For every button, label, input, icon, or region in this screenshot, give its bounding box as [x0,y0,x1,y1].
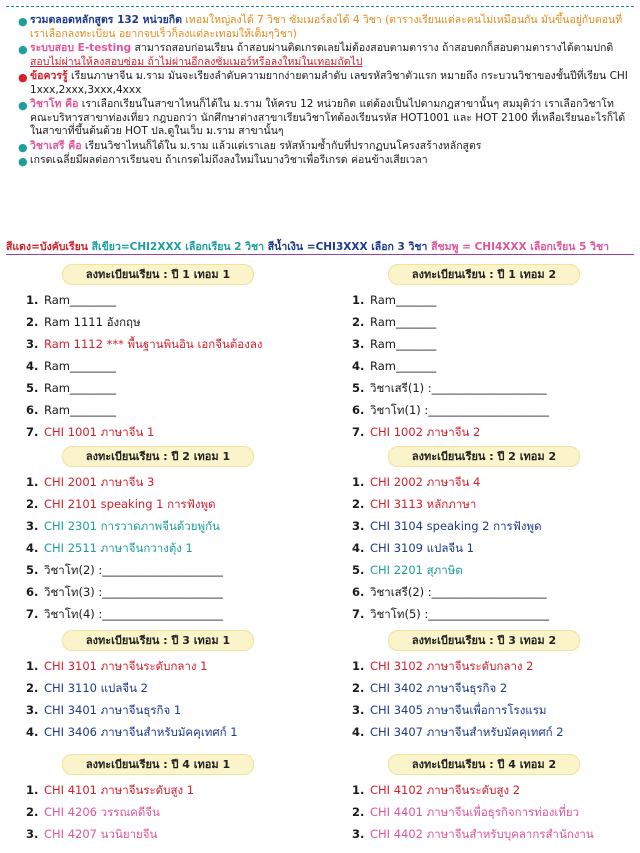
course-item [26,333,308,355]
legend-entry: สีแดง=บังคับเรียน [6,241,88,253]
course-item [352,333,634,355]
course-item [352,311,634,333]
course-list [8,655,308,743]
course-list [334,289,634,443]
course-name: Ram________ [44,293,116,307]
course-name: Ram 1112 *** พื้นฐานพินอิน เอกจีนต้องลง [44,337,263,351]
note-text: สอบไม่ผ่านให้ลงสอบซ่อม ถ้าไม่ผ่านอีกลงซัมเมอร์หรือลงใหม่ในเทอมถัดไป [30,55,363,68]
course-number: 3. [352,337,365,351]
note-text: รวมตลอดหลักสูตร 132 หน่วยกิต [30,14,182,26]
course-name: Ram_______ [370,359,437,373]
course-name: CHI 2002 ภาษาจีน 4 [370,475,481,489]
course-number: 3. [26,827,39,841]
course-number: 1. [352,293,365,307]
course-name: CHI 4401 ภาษาจีนเพื่อธุรกิจการท่องเที่ยว [370,805,580,819]
semester-y4t1 [8,754,308,845]
course-list [334,471,634,625]
course-item [26,699,308,721]
course-name: CHI 4206 วรรณคดีจีน [44,805,160,819]
course-name: วิชาโท(4) :_____________________ [44,607,224,621]
course-name: CHI 1001 ภาษาจีน 1 [44,425,155,439]
course-item [352,677,634,699]
course-name: CHI 4102 ภาษาจีนระดับสูง 2 [370,783,521,797]
course-number: 1. [26,659,39,673]
course-number: 5. [26,563,39,577]
course-number: 2. [26,315,39,329]
note-text: เรียนวิชาไหนก็ได้ใน ม.ราม แล้วแต่เราเลย รหัสห้ามซ้ำกับที่ปรากฏบนโครงสร้างหลักสูตร [81,139,482,152]
course-name: CHI 3110 แปลจีน 2 [44,681,148,695]
course-name: วิชาโท(3) :_____________________ [44,585,224,599]
course-number: 6. [26,403,39,417]
course-name: Ram_______ [370,293,437,307]
course-item [26,493,308,515]
top-divider [6,6,634,7]
course-number: 1. [352,783,365,797]
course-name: CHI 2511 ภาษาจีนกวางตุ้ง 1 [44,541,193,555]
notes-section [14,14,632,169]
bullet-icon: ● [18,99,28,112]
course-number: 7. [352,425,365,439]
semester-title: ลงทะเบียนเรียน : ปี 3 เทอม 2 [388,630,580,651]
course-item [352,377,634,399]
semester-y3t2 [334,630,634,743]
course-item [26,399,308,421]
course-item [352,603,634,625]
course-item [352,537,634,559]
course-item [26,559,308,581]
semester-y2t1 [8,446,308,625]
course-number: 4. [352,359,365,373]
course-number: 3. [26,337,39,351]
course-name: CHI 3401 ภาษาจีนธุรกิจ 1 [44,703,182,717]
course-name: CHI 3407 ภาษาจีนสำหรับมัคคุเทศก์ 2 [370,725,564,739]
semester-title: ลงทะเบียนเรียน : ปี 1 เทอม 2 [388,264,580,285]
course-number: 2. [352,315,365,329]
course-item [26,355,308,377]
course-number: 4. [352,725,365,739]
course-item [352,655,634,677]
course-name: Ram________ [44,403,116,417]
course-item [26,779,308,801]
legend-entry: สีน้ำเงิน =CHI3XXX เลือก 3 วิชา [264,241,428,253]
course-number: 1. [352,475,365,489]
course-item [352,399,634,421]
bullet-icon: ● [18,155,28,168]
course-list [334,779,634,845]
course-number: 4. [26,725,39,739]
course-name: CHI 2001 ภาษาจีน 3 [44,475,155,489]
note-text: เรียนภาษาจีน ม.ราม มันจะเรียงลำดับความยากง่ายตามลำดับ เลขรหัสวิชาตัวแรก หมายถึง กระบวนวิชาของชั้นปีที่เรียน CHI 1xxx,2xxx,3xxx,4xxx [30,70,628,96]
semester-y1t2 [334,264,634,443]
note-item [14,14,632,41]
color-legend [6,238,636,255]
legend-entry: สีเขียว=CHI2XXX เลือกเรียน 2 วิชา [87,241,265,253]
course-item [26,603,308,625]
course-item [352,823,634,845]
note-text: เราเลือกเรียนในสาขาไหนก็ได้ใน ม.ราม ให้ครบ 12 หน่วยกิต แต่ต้องเป็นไปตามกฎสาขานั้นๆ สมมุติว่า เราเลือกวิชาโท คณะบริหารสาขาท่องเที่ยว กฎบอกว่า นักศึกษาต่างสาขาเรียนวิชาโทต้องเรียนรหัส HOT1001 และ HOT 2100 ที่เหลือเรียนอะไรก็ได้ในสาขาที่ขึ้นต้นด้วย HOT ปล.ดูในเว็บ ม.ราม สาขานั้นๆ [30,98,626,137]
semester-title: ลงทะเบียนเรียน : ปี 1 เทอม 1 [62,264,254,285]
course-item [352,355,634,377]
course-number: 1. [26,475,39,489]
course-item [352,581,634,603]
course-name: CHI 3406 ภาษาจีนสำหรับมัคคุเทศก์ 1 [44,725,238,739]
course-number: 2. [352,497,365,511]
course-item [26,537,308,559]
course-item [352,699,634,721]
legend-underline [6,254,634,255]
course-item [352,493,634,515]
note-text: ระบบสอบ E-testing [30,42,132,54]
course-name: วิชาเสรี(1) :____________________ [370,381,547,395]
course-list [8,289,308,443]
course-name: CHI 3113 หลักภาษา [370,497,477,511]
course-name: CHI 3402 ภาษาจีนธุรกิจ 2 [370,681,508,695]
course-name: Ram_______ [370,315,437,329]
bullet-icon: ● [18,140,28,154]
course-number: 3. [352,827,365,841]
legend-entry: สีชมพู = CHI4XXX เลือกเรียน 5 วิชา [427,241,610,253]
bullet-icon: ● [18,15,28,28]
note-item [14,70,632,97]
course-number: 5. [352,381,365,395]
course-number: 6. [352,585,365,599]
course-item [26,471,308,493]
course-name: CHI 2101 speaking 1 การฟังพูด [44,497,216,511]
course-name: วิชาโท(2) :_____________________ [44,563,224,577]
course-name: CHI 4402 ภาษาจีนสำหรับบุคลากรสำนักงาน [370,827,594,841]
course-number: 1. [26,293,39,307]
bullet-icon: ● [18,71,28,84]
course-number: 7. [352,607,365,621]
course-item [26,801,308,823]
course-name: วิชาโท(1) :_____________________ [370,403,550,417]
course-number: 2. [26,497,39,511]
semester-title: ลงทะเบียนเรียน : ปี 2 เทอม 1 [62,446,254,467]
course-name: CHI 4101 ภาษาจีนระดับสูง 1 [44,783,195,797]
course-item [26,677,308,699]
course-number: 4. [26,359,39,373]
course-list [8,779,308,845]
course-number: 7. [26,607,39,621]
course-name: CHI 2201 สุภาษิต [370,563,463,577]
course-name: Ram________ [44,381,116,395]
course-name: CHI 3109 แปลจีน 1 [370,541,474,555]
course-number: 4. [352,541,365,555]
course-name: CHI 3101 ภาษาจีนระดับกลาง 1 [44,659,208,673]
course-number: 6. [26,585,39,599]
course-number: 6. [352,403,365,417]
course-name: CHI 2301 การวาดภาพจีนด้วยพู่กัน [44,519,220,533]
semester-title: ลงทะเบียนเรียน : ปี 4 เทอม 2 [388,754,580,775]
course-item [352,421,634,443]
note-text: เทอมใหญ่ลงได้ 7 วิชา ซัมเมอร์ลงได้ 4 วิชา [181,14,382,26]
course-number: 5. [26,381,39,395]
course-name: CHI 1002 ภาษาจีน 2 [370,425,481,439]
note-item [14,154,632,168]
course-item [26,311,308,333]
course-name: วิชาโท(5) :_____________________ [370,607,550,621]
note-item [14,42,632,69]
course-item [352,515,634,537]
course-name: Ram_______ [370,337,437,351]
course-item [26,421,308,443]
course-list [334,655,634,743]
course-item [26,721,308,743]
course-number: 2. [26,805,39,819]
course-list [8,471,308,625]
course-item [26,655,308,677]
course-number: 1. [26,783,39,797]
note-text: วิชาเสรี คือ [30,139,82,152]
course-item [352,779,634,801]
course-number: 1. [352,659,365,673]
course-name: CHI 4207 นวนิยายจีน [44,827,158,841]
course-name: Ram 1111 อังกฤษ [44,315,141,329]
note-text: สามารถสอบก่อนเรียน ถ้าสอบผ่านติดเกรดเลยไม่ต้องสอบตามตาราง ถ้าสอบตกก็สอบตามตารางได้ตามปกติ [131,42,614,54]
course-number: 3. [26,703,39,717]
course-name: Ram________ [44,359,116,373]
course-item [352,559,634,581]
semester-y1t1 [8,264,308,443]
note-text: เกรดเฉลี่ยมีผลต่อการเรียนจบ ถ้าเกรดไม่ถึงลงใหม่ในบางวิชาเพื่อรีเกรด ค่อนข้างเสียเวลา [30,154,428,166]
note-text: วิชาโท คือ [30,98,79,110]
course-number: 4. [26,541,39,555]
bullet-icon: ● [18,43,28,56]
course-item [26,581,308,603]
semester-title: ลงทะเบียนเรียน : ปี 3 เทอม 1 [62,630,254,651]
course-number: 2. [352,681,365,695]
course-item [26,377,308,399]
note-item [14,140,632,154]
note-text: (ตารางเรียนแต่ละคนไม่เหมือนกัน มันขึ้นอยู่กับตอนที่เราเลือกลงทะเบียน อยากจบเร็วก็ลงแต่ละเทอมให้เต็มๆวิชา) [30,14,623,40]
semester-title: ลงทะเบียนเรียน : ปี 2 เทอม 2 [388,446,580,467]
semester-title: ลงทะเบียนเรียน : ปี 4 เทอม 1 [62,754,254,775]
course-number: 2. [26,681,39,695]
course-item [26,289,308,311]
semester-y3t1 [8,630,308,743]
course-item [352,801,634,823]
course-number: 5. [352,563,365,577]
course-number: 3. [352,519,365,533]
course-name: CHI 3102 ภาษาจีนระดับกลาง 2 [370,659,534,673]
semester-y2t2 [334,446,634,625]
course-number: 3. [352,703,365,717]
course-item [26,515,308,537]
course-number: 7. [26,425,39,439]
course-item [352,721,634,743]
note-text: ข้อควรรู้ [30,70,68,82]
course-item [26,823,308,845]
course-number: 3. [26,519,39,533]
course-item [352,471,634,493]
note-item [14,98,632,139]
course-name: CHI 3104 speaking 2 การฟังพูด [370,519,542,533]
course-number: 2. [352,805,365,819]
course-name: วิชาเสรี(2) :____________________ [370,585,547,599]
course-name: CHI 3405 ภาษาจีนเพื่อการโรงแรม [370,703,547,717]
course-item [352,289,634,311]
semester-y4t2 [334,754,634,845]
